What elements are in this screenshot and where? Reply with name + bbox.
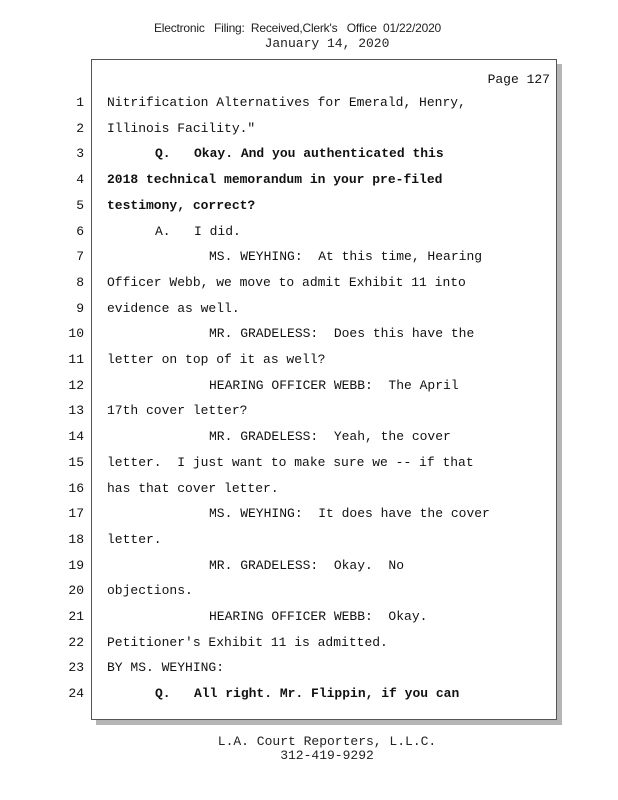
transcript-line xyxy=(0,583,618,603)
line-number: 1 xyxy=(76,95,84,110)
line-text: letter. I just want to make sure we -- if that xyxy=(107,454,474,470)
line-text: objections. xyxy=(107,583,193,599)
transcript-line xyxy=(0,198,618,218)
reporter-company: L.A. Court Reporters, L.L.C. xyxy=(217,734,437,749)
line-text: Petitioner's Exhibit 11 is admitted. xyxy=(107,634,388,650)
line-number: 22 xyxy=(68,634,84,650)
transcript-line xyxy=(0,378,618,398)
line-number: 11 xyxy=(68,352,84,367)
transcript-line xyxy=(0,635,618,655)
transcript-line xyxy=(0,609,618,629)
transcript-line xyxy=(0,224,618,244)
line-text: 2018 technical memorandum in your pre-filed xyxy=(107,172,443,188)
line-text: HEARING OFFICER WEBB: The April xyxy=(209,377,459,393)
line-text: letter. xyxy=(107,531,162,547)
line-text: evidence as well. xyxy=(107,300,240,316)
line-number: 5 xyxy=(76,197,84,213)
transcript-line xyxy=(0,532,618,552)
transcript-line xyxy=(0,326,618,346)
transcript-line xyxy=(0,403,618,423)
transcript-line xyxy=(0,249,618,269)
line-number: 9 xyxy=(76,300,84,316)
transcript-line xyxy=(0,455,618,475)
line-number: 6 xyxy=(76,223,84,239)
line-number: 8 xyxy=(76,274,84,290)
transcript-line xyxy=(0,481,618,501)
line-text: Officer Webb, we move to admit Exhibit 11 into xyxy=(107,274,466,290)
line-number: 10 xyxy=(68,326,84,342)
line-text: A. I did. xyxy=(155,223,241,239)
transcript-line xyxy=(0,660,618,680)
transcript-line xyxy=(0,146,618,166)
transcript-line xyxy=(0,301,618,321)
line-text: has that cover letter. xyxy=(107,480,279,496)
line-text: HEARING OFFICER WEBB: Okay. xyxy=(209,609,428,624)
line-text: MR. GRADELESS: Yeah, the cover xyxy=(209,429,451,445)
line-number: 12 xyxy=(68,377,84,393)
transcript-line xyxy=(0,352,618,372)
reporter-phone: 312-419-9292 xyxy=(280,748,374,763)
transcript-line xyxy=(0,172,618,192)
line-number: 24 xyxy=(68,686,84,702)
transcript-line xyxy=(0,121,618,141)
line-number: 15 xyxy=(68,454,84,470)
line-text: Q. Okay. And you authenticated this xyxy=(155,146,444,162)
line-number: 20 xyxy=(68,583,84,599)
line-number: 13 xyxy=(68,403,84,419)
transcript-line xyxy=(0,558,618,578)
line-text: Illinois Facility." xyxy=(107,120,256,136)
line-number: 21 xyxy=(68,609,84,624)
transcript-line xyxy=(0,429,618,449)
line-text: MS. WEYHING: It does have the cover xyxy=(209,506,490,522)
line-number: 7 xyxy=(76,249,84,265)
line-number: 18 xyxy=(68,531,84,547)
transcript-line xyxy=(0,506,618,526)
page-number: Page 127 xyxy=(487,72,550,87)
line-text: Q. All right. Mr. Flippin, if you can xyxy=(155,686,460,702)
line-text: BY MS. WEYHING: xyxy=(107,660,225,676)
line-text: letter on top of it as well? xyxy=(107,352,326,367)
line-text: MR. GRADELESS: Okay. No xyxy=(209,557,405,573)
line-number: 23 xyxy=(68,660,84,676)
document-date: January 14, 2020 xyxy=(264,36,390,51)
line-text: MS. WEYHING: At this time, Hearing xyxy=(209,249,483,265)
line-text: 17th cover letter? xyxy=(107,403,248,419)
transcript-line xyxy=(0,686,618,706)
line-number: 19 xyxy=(68,557,84,573)
line-text: MR. GRADELESS: Does this have the xyxy=(209,326,475,342)
line-number: 16 xyxy=(68,480,84,496)
line-text: testimony, correct? xyxy=(107,197,256,213)
transcript-line xyxy=(0,95,618,115)
line-text: Nitrification Alternatives for Emerald, Henry, xyxy=(107,95,466,110)
line-number: 4 xyxy=(76,172,84,188)
line-number: 3 xyxy=(76,146,84,162)
transcript-line xyxy=(0,275,618,295)
line-number: 2 xyxy=(76,120,84,136)
filing-stamp: Electronic Filing: Received,Clerk's Office 01/22/2020 xyxy=(153,21,442,35)
line-number: 17 xyxy=(68,506,84,522)
line-number: 14 xyxy=(68,429,84,445)
